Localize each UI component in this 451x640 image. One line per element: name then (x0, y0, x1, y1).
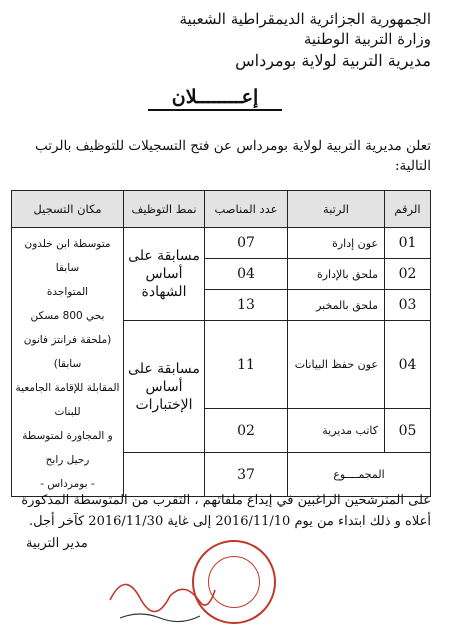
row-count: 02 (205, 409, 288, 453)
row-rank: ملحق بالمخبر (288, 290, 385, 321)
row-num: 04 (385, 321, 431, 409)
row-rank: ملحق بالإدارة (288, 259, 385, 290)
intro-text: تعلن مديرية التربية لولاية بومرداس عن فتح التسجيلات للتوظيف بالرتب التالية: (34, 138, 431, 174)
mode-diploma: مسابقة على أساس الشهادة (124, 228, 205, 321)
footer-line: أعلاه و ذلك ابتداء من يوم 2016/11/10 إلى غاية 2016/11/30 كآخر أجل. (29, 514, 431, 529)
place-line: - بومرداس - (40, 478, 95, 490)
total-label: المجمــــوع (288, 453, 431, 497)
col-rank: الرتبة (288, 191, 385, 228)
row-num: 01 (385, 228, 431, 259)
recruitment-table (11, 190, 431, 497)
signature-title: مدير التربية (26, 536, 88, 551)
header-directorate: مديرية التربية لولاية بومرداس (235, 51, 431, 70)
total-value: 37 (205, 453, 288, 497)
place-line: بحي 800 مسكن (30, 310, 105, 322)
place-line: و المجاورة لمتوسطة (22, 430, 113, 442)
row-rank: كاتب مديرية (288, 409, 385, 453)
row-num: 05 (385, 409, 431, 453)
registration-place (12, 228, 124, 497)
handwritten-signature (100, 560, 220, 630)
row-count: 07 (205, 228, 288, 259)
row-num: 03 (385, 290, 431, 321)
row-num: 02 (385, 259, 431, 290)
footer-text (19, 490, 431, 532)
table-header-row (12, 191, 431, 228)
place-line: المتواجدة (46, 286, 89, 298)
place-line: متوسطة ابن خلدون سابقا (24, 238, 111, 274)
row-count: 11 (205, 321, 288, 409)
place-line: المقابلة للإقامة الجامعية للبنات (15, 382, 120, 418)
page-title: إعــــــــلان (148, 85, 282, 111)
mode-exams: مسابقة على أساس الإختبارات (124, 321, 205, 453)
place-line: رحيل رابح (45, 454, 90, 466)
col-mode: نمط التوظيف (124, 191, 205, 228)
footer-line: على المترشحين الراغبين في إيداع ملفاتهم ، التقرب من المتوسطة المذكورة (21, 493, 431, 508)
table-row (12, 228, 431, 259)
row-rank: عون حفظ البيانات (288, 321, 385, 409)
col-count: عدد المناصب (205, 191, 288, 228)
row-count: 13 (205, 290, 288, 321)
header-republic: الجمهورية الجزائرية الديمقراطية الشعبية (179, 10, 431, 28)
col-place: مكان التسجيل (12, 191, 124, 228)
row-rank: عون إدارة (288, 228, 385, 259)
header-ministry: وزارة التربية الوطنية (303, 30, 431, 48)
col-num: الرقم (385, 191, 431, 228)
row-count: 04 (205, 259, 288, 290)
place-line: (ملحقة فرانتز فانون سابقا) (23, 334, 112, 370)
